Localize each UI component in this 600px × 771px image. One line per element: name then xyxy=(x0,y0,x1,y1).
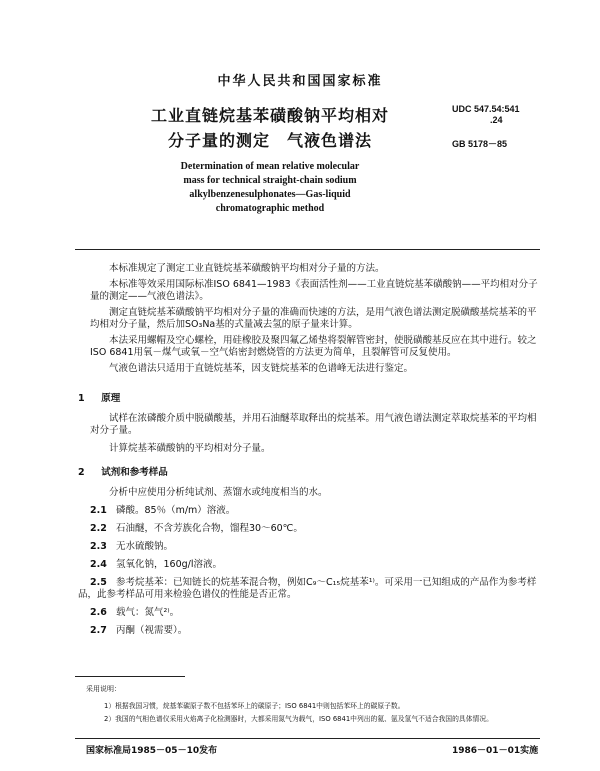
section-number: 2 xyxy=(78,467,85,478)
section-2-intro: 分析中应使用分析纯试剂、蒸馏水或纯度相当的水。 xyxy=(109,487,328,498)
item-text: 无水硫酸钠。 xyxy=(116,541,174,552)
item-number: 2.7 xyxy=(90,625,107,636)
document-title-cn xyxy=(120,103,420,153)
title-en-line: Determination of mean relative molecular xyxy=(180,161,360,172)
national-standard-title: 中华人民共和国国家标准 xyxy=(217,74,383,89)
intro-paragraph: 本法采用螺帽及空心螺栓，用硅橡胶及聚四氟乙烯垫将裂解管密封，使脱磺酸基反应在其中进行。较之ISO 6841用氧－煤气或氧－空气焰密封燃烧管的方法更为简单，且裂解管可反复使用。 xyxy=(90,335,537,358)
item-number: 2.4 xyxy=(90,559,107,570)
footnote-2: 2）我国的气相色谱仪采用火焰离子化检测器时，大都采用氮气为载气，ISO 6841中列出的氦、氩及氢气不适合我国的具体情况。 xyxy=(104,715,493,723)
title-cn-line-2: 分子量的测定 气液色谱法 xyxy=(167,131,372,150)
item-number: 2.5 xyxy=(90,577,107,588)
item-text: 石油醚，不含芳族化合物，馏程30～60℃。 xyxy=(116,523,303,534)
item-text: 氢氧化钠，160g/l溶液。 xyxy=(116,559,223,570)
item-text: 丙酮（视需要）。 xyxy=(116,625,188,636)
item-text: 参考烷基苯：已知链长的烷基苯混合物，例如C₉～C₁₅烷基苯¹⁾。可采用一已知组成的产品作为参考样品，此参考样品可用来检验色谱仪的性能是否正常。 xyxy=(78,577,537,600)
gb-number: GB 5178－85 xyxy=(452,139,508,149)
intro-paragraph: 本标准规定了测定工业直链烷基苯磺酸钠平均相对分子量的方法。 xyxy=(109,263,385,274)
item-text: 磷酸。85％（m/m）溶液。 xyxy=(116,505,236,516)
title-cn-line-1: 工业直链烷基苯磺酸钠平均相对 xyxy=(150,106,389,125)
document-title-en xyxy=(120,160,420,216)
intro-paragraph: 气液色谱法只适用于直链烷基苯，因支链烷基苯的色谱峰无法进行鉴定。 xyxy=(109,363,414,374)
reagent-item xyxy=(90,523,545,535)
section-title: 试剂和参考样品 xyxy=(101,467,168,478)
footnote-label: 采用说明： xyxy=(86,685,121,693)
issue-date: 国家标准局1985－05－10发布 xyxy=(86,746,218,756)
section-2 xyxy=(78,467,545,637)
item-number: 2.1 xyxy=(90,505,107,516)
effective-date: 1986－01－01实施 xyxy=(452,746,539,756)
section-1 xyxy=(78,393,545,455)
intro-paragraph: 本标准等效采用国际标准ISO 6841—1983《表面活性剂——工业直链烷基苯磺酸钠——平均相对分子量的测定——气液色谱法》。 xyxy=(90,279,538,302)
intro-section xyxy=(90,263,545,375)
title-en-line: chromatographic method xyxy=(215,203,325,214)
udc-line-1: UDC 547.54:541 xyxy=(452,104,520,114)
title-en-line: alkylbenzenesulphonates—Gas-liquid xyxy=(189,189,351,200)
intro-paragraph: 测定直链烷基苯磺酸钠平均相对分子量的准确而快速的方法，是用气液色谱法测定脱磺酸基烷基苯的平均相对分子量，然后加SO₃Na基的式量减去氢的原子量来计算。 xyxy=(90,307,537,330)
reagent-item xyxy=(90,559,545,571)
item-number: 2.6 xyxy=(90,607,107,618)
header-divider xyxy=(75,249,540,250)
reagent-item xyxy=(90,607,545,619)
item-text: 载气：氮气²⁾。 xyxy=(116,607,180,618)
title-en-line: mass for technical straight-chain sodium xyxy=(183,175,357,186)
reagent-item xyxy=(90,505,545,517)
item-number: 2.3 xyxy=(90,541,107,552)
reagent-item xyxy=(90,625,545,637)
reagent-item xyxy=(90,541,545,553)
section-title: 原理 xyxy=(101,393,121,404)
reagent-item xyxy=(78,577,545,601)
footer-divider xyxy=(75,738,540,739)
footnote-divider xyxy=(75,676,185,677)
section-2-heading xyxy=(78,467,545,479)
section-number: 1 xyxy=(78,393,85,404)
section-1-paragraph: 试样在浓磷酸介质中脱磺酸基，并用石油醚萃取释出的烷基苯。用气液色谱法测定萃取烷基苯的平均相对分子量。 xyxy=(90,413,537,436)
udc-line-2: .24 xyxy=(490,115,503,125)
item-number: 2.2 xyxy=(90,523,107,534)
section-1-heading xyxy=(78,393,545,405)
section-1-paragraph: 计算烷基苯磺酸钠的平均相对分子量。 xyxy=(109,443,271,454)
udc-code xyxy=(452,104,520,126)
footnote-1: 1）根据我国习惯，烷基苯碳原子数不包括苯环上的碳原子；ISO 6841中则包括苯环上的碳原子数。 xyxy=(104,702,405,710)
